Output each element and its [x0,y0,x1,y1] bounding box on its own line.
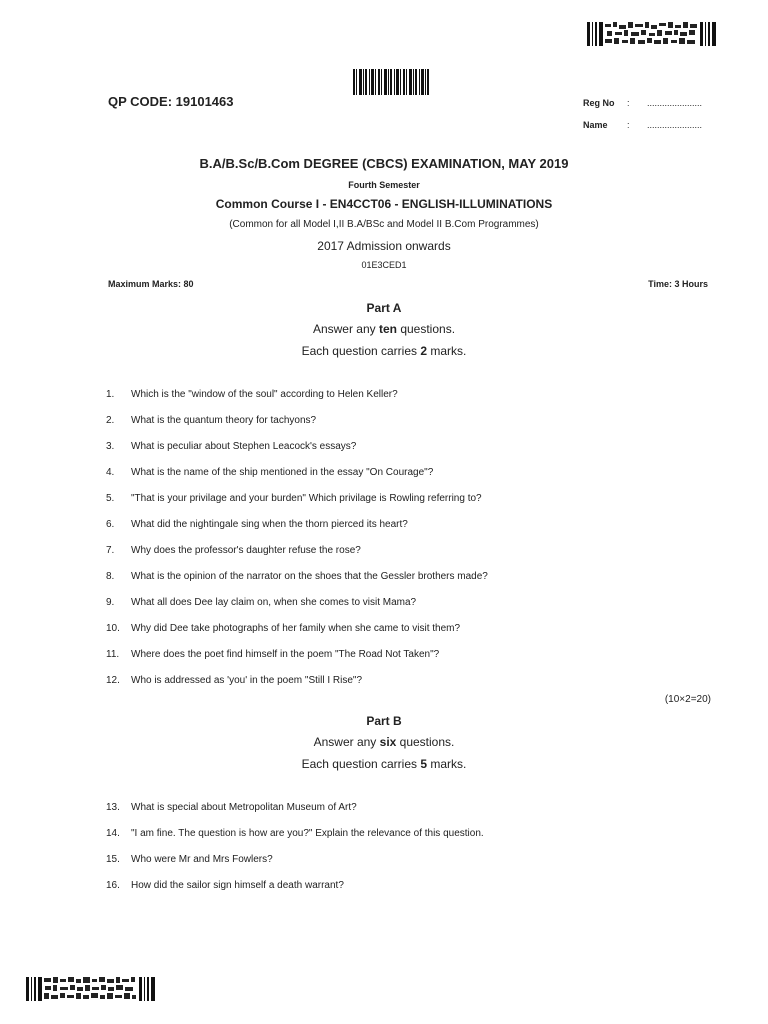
question-text: Why did Dee take photographs of her family when she came to visit them? [131,623,461,634]
question-item [106,389,398,400]
instr-text: Each question carries [301,757,421,771]
reg-no-label: Reg No [583,98,615,108]
question-item [106,828,484,839]
question-item [106,675,362,686]
question-item [106,441,356,452]
instr-text: marks. [427,344,467,358]
question-item [106,802,357,813]
question-number: 5. [106,493,115,504]
instr-marks: 2 [420,344,428,358]
barcode-top-right [587,22,717,46]
part-a-marks-total: (10×2=20) [664,694,711,705]
question-item [106,571,488,582]
time-allowed: Time: 3 Hours [648,279,708,289]
question-number: 12. [106,675,120,686]
question-item [106,493,482,504]
instr-text: Answer any [313,735,380,749]
part-a-instruction-1 [0,322,768,336]
part-a-title: Part A [366,301,402,315]
question-text: "That is your privilage and your burden" Which privilage is Rowling referring to? [131,493,482,504]
barcode-center [353,69,429,95]
name-separator: : [627,120,630,130]
question-number: 7. [106,545,115,556]
max-marks: Maximum Marks: 80 [108,279,194,289]
part-b-title: Part B [366,714,402,728]
instr-text: questions. [396,322,456,336]
question-item [106,649,439,660]
question-text: What is peculiar about Stephen Leacock's essays? [131,441,357,452]
question-text: Who is addressed as 'you' in the poem "Still I Rise"? [131,675,363,686]
question-text: Who were Mr and Mrs Fowlers? [131,854,273,865]
reg-no-blank: ...................... [647,98,703,108]
instr-text: marks. [427,757,467,771]
course-title: Common Course I - EN4CCT06 - ENGLISH-ILLUMINATIONS [215,197,553,211]
question-text: "I am fine. The question is how are you?" Explain the relevance of this question. [131,828,484,839]
name-field [583,120,713,130]
question-item [106,597,416,608]
exam-title: B.A/B.Sc/B.Com DEGREE (CBCS) EXAMINATION, MAY 2019 [199,156,569,171]
question-text: Where does the poet find himself in the poem "The Road Not Taken"? [131,649,440,660]
admission: 2017 Admission onwards [317,239,451,253]
question-text: What did the nightingale sing when the thorn pierced its heart? [131,519,408,530]
question-item [106,545,361,556]
question-number: 11. [106,649,120,660]
question-text: What is special about Metropolitan Museum of Art? [131,802,357,813]
question-text: Which is the "window of the soul" according to Helen Keller? [131,389,398,400]
question-number: 3. [106,441,115,452]
instr-text: Answer any [312,322,379,336]
question-item [106,623,460,634]
question-number: 16. [106,880,120,891]
semester: Fourth Semester [348,180,420,190]
question-text: What all does Dee lay claim on, when she comes to visit Mama? [131,597,417,608]
question-item [106,519,408,530]
reg-no-field [583,98,713,108]
common-for: (Common for all Model I,II B.A/BSc and Model II B.Com Programmes) [229,219,539,230]
instr-text: Each question carries [301,344,421,358]
name-blank: ...................... [647,120,703,130]
instr-text: questions. [396,735,455,749]
name-label: Name [583,120,608,130]
question-item [106,854,273,865]
question-text: Why does the professor's daughter refuse the rose? [131,545,361,556]
instr-count: ten [378,322,397,336]
barcode-bottom-left [26,977,156,1001]
question-item [106,880,344,891]
question-number: 2. [106,415,115,426]
part-a-instruction-2 [0,344,768,358]
question-number: 15. [106,854,120,865]
question-number: 8. [106,571,115,582]
instr-count: six [379,735,397,749]
instr-marks: 5 [420,757,428,771]
exam-code: 01E3CED1 [361,260,407,270]
question-number: 6. [106,519,115,530]
question-number: 1. [106,389,115,400]
question-text: What is the name of the ship mentioned in the essay "On Courage"? [131,467,434,478]
question-item [106,467,433,478]
question-number: 10. [106,623,120,634]
qp-code: QP CODE: 19101463 [108,94,234,109]
part-b-instruction-2 [0,757,768,771]
question-number: 4. [106,467,115,478]
question-item [106,415,316,426]
question-text: How did the sailor sign himself a death warrant? [131,880,344,891]
question-number: 13. [106,802,120,813]
question-number: 9. [106,597,115,608]
part-b-instruction-1 [0,735,768,749]
question-text: What is the quantum theory for tachyons? [131,415,317,426]
question-number: 14. [106,828,120,839]
question-text: What is the opinion of the narrator on the shoes that the Gessler brothers made? [131,571,488,582]
reg-no-separator: : [627,98,630,108]
